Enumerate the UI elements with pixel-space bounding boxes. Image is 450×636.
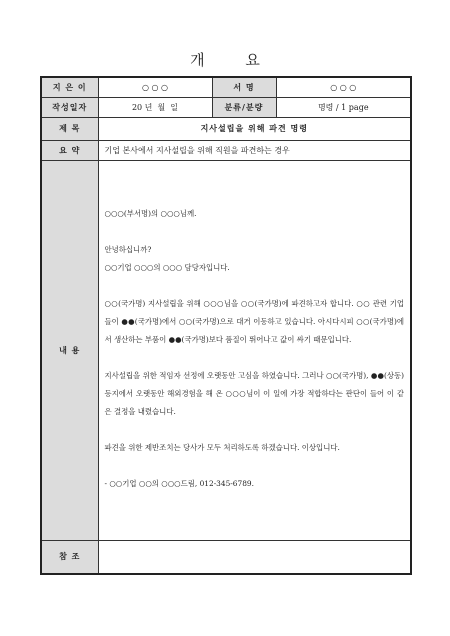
subject-label: 제 목 bbox=[41, 117, 98, 140]
summary-value[interactable]: 기업 본사에서 지사설립을 위해 직원을 파견하는 경우 bbox=[98, 140, 411, 160]
greeting-line: ○○○(부서명)의 ○○○님께. bbox=[104, 208, 197, 218]
subject-value[interactable]: 지사설립을 위해 파견 명령 bbox=[98, 117, 411, 140]
closing-line: - ○○기업 ○○의 ○○○드림, 012-345-6789. bbox=[104, 478, 254, 488]
summary-label: 요 약 bbox=[41, 140, 98, 160]
reference-value[interactable] bbox=[98, 540, 411, 574]
date-label: 작성일자 bbox=[41, 97, 98, 117]
intro-line: ○○기업 ○○○의 ○○○ 담당자입니다. bbox=[104, 262, 230, 272]
date-value[interactable]: 20 년 월 일 bbox=[98, 97, 212, 117]
category-value[interactable]: 명령 / 1 page bbox=[276, 97, 411, 117]
writer-value[interactable]: ○ ○ ○ bbox=[98, 77, 212, 97]
writer-label: 지 은 이 bbox=[41, 77, 98, 97]
content-label: 내 용 bbox=[41, 160, 98, 540]
hello-line: 안녕하십니까? bbox=[104, 244, 152, 254]
content-paragraph-1: ○○(국가명) 지사설립을 위해 ○○○님을 ○○(국가명)에 파견하고자 합니다. ○○ 관련 기업들이 ●●(국가명)에서 ○○(국가명)으로 대거 이동하고 있습니다. 아시다시피 ○○(국가명)에서 생산하는 부품이 ●●(국가명)보다 품질이 뛰어나고 값이 싸기 때문입니다. bbox=[104, 298, 404, 344]
content-body[interactable] bbox=[98, 160, 411, 540]
reference-label: 참 조 bbox=[41, 540, 98, 574]
content-paragraph-2: 지사설립을 위한 적임자 선정에 오랫동안 고심을 하였습니다. 그러나 ○○(국가명), ●●(상동) 등지에서 오랫동안 해외경험을 해 온 ○○○님이 이 일에 가장 적합하다는 판단이 들어 이 같은 결정을 내렸습니다. bbox=[104, 370, 404, 416]
signature-label: 서 명 bbox=[212, 77, 276, 97]
document-title: 개 요 bbox=[190, 51, 278, 69]
category-label: 분류/분량 bbox=[212, 97, 276, 117]
content-paragraph-3: 파견을 위한 제반조치는 당사가 모두 처리하도록 하겠습니다. 이상입니다. bbox=[104, 442, 340, 452]
summary-form-table bbox=[40, 76, 412, 575]
signature-value[interactable]: ○ ○ ○ bbox=[276, 77, 411, 97]
